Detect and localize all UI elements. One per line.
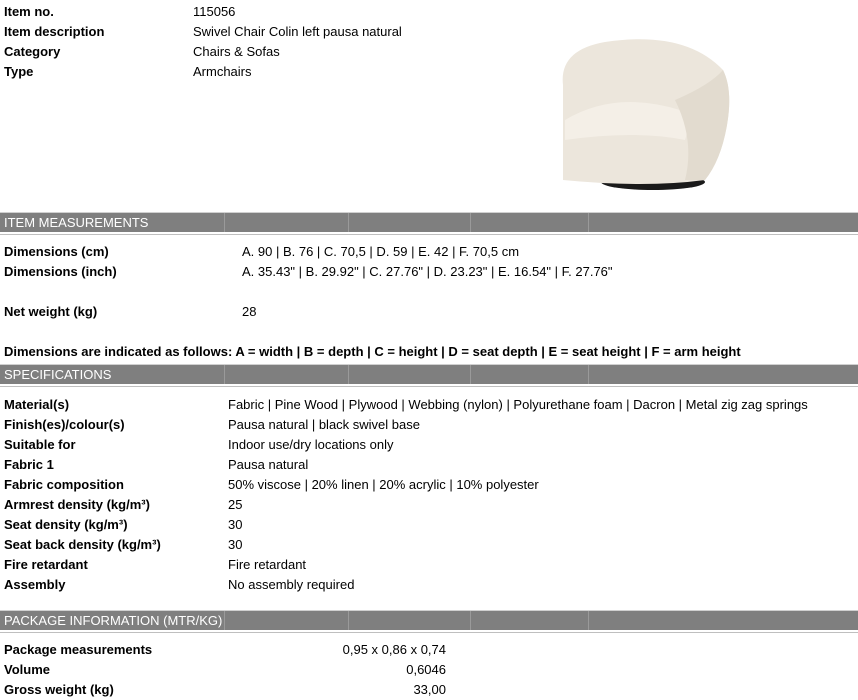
package-information-title: PACKAGE INFORMATION (MTR/KG) — [4, 613, 223, 628]
seat-density-value: 30 — [228, 517, 243, 532]
item-measurements-header — [0, 212, 858, 232]
category-label: Category — [4, 44, 61, 59]
item-description-value: Swivel Chair Colin left pausa natural — [193, 24, 402, 39]
gross-weight-label: Gross weight (kg) — [4, 682, 114, 697]
seat-back-density-label: Seat back density (kg/m³) — [4, 537, 161, 552]
seat-density-label: Seat density (kg/m³) — [4, 517, 128, 532]
finish-label: Finish(es)/colour(s) — [4, 417, 125, 432]
dimensions-cm-value: A. 90 | B. 76 | C. 70,5 | D. 59 | E. 42 | F. 70,5 cm — [242, 244, 520, 259]
fire-retardant-value: Fire retardant — [228, 557, 307, 572]
armrest-density-value: 25 — [228, 497, 243, 512]
dimensions-inch-value: A. 35.43" | B. 29.92" | C. 27.76" | D. 23.23" | E. 16.54" | F. 27.76" — [242, 264, 613, 279]
item-no-value: 115056 — [193, 4, 236, 19]
fabric-composition-value: 50% viscose | 20% linen | 20% acrylic | 10% polyester — [228, 477, 539, 492]
net-weight-value: 28 — [242, 304, 257, 319]
volume-value: 0,6046 — [406, 662, 446, 677]
assembly-label: Assembly — [4, 577, 66, 592]
package-information-header — [0, 610, 858, 630]
assembly-value: No assembly required — [228, 577, 355, 592]
item-measurements-title: ITEM MEASUREMENTS — [4, 215, 149, 230]
seat-back-density-value: 30 — [228, 537, 243, 552]
armrest-density-label: Armrest density (kg/m³) — [4, 497, 150, 512]
package-measurements-label: Package measurements — [4, 642, 153, 657]
category-value: Chairs & Sofas — [193, 44, 280, 59]
type-label: Type — [4, 64, 34, 79]
volume-label: Volume — [4, 662, 50, 677]
type-value: Armchairs — [193, 64, 252, 79]
suitable-for-label: Suitable for — [4, 437, 76, 452]
item-no-label: Item no. — [4, 4, 54, 19]
finish-value: Pausa natural | black swivel base — [228, 417, 420, 432]
gross-weight-value: 33,00 — [413, 682, 446, 697]
fabric-1-value: Pausa natural — [228, 457, 309, 472]
specifications-header — [0, 364, 858, 384]
net-weight-label: Net weight (kg) — [4, 304, 98, 319]
product-image — [535, 30, 735, 198]
materials-label: Material(s) — [4, 397, 70, 412]
specifications-title: SPECIFICATIONS — [4, 367, 112, 382]
item-description-label: Item description — [4, 24, 105, 39]
dimensions-inch-label: Dimensions (inch) — [4, 264, 117, 279]
suitable-for-value: Indoor use/dry locations only — [228, 437, 394, 452]
package-measurements-value: 0,95 x 0,86 x 0,74 — [342, 642, 446, 657]
dimensions-cm-label: Dimensions (cm) — [4, 244, 109, 259]
dimensions-note: Dimensions are indicated as follows: A = width | B = depth | C = height | D = seat depth | E = seat height | F = arm height — [4, 344, 741, 359]
fabric-1-label: Fabric 1 — [4, 457, 54, 472]
materials-value: Fabric | Pine Wood | Plywood | Webbing (nylon) | Polyurethane foam | Dacron | Metal zig zag springs — [228, 397, 808, 412]
fire-retardant-label: Fire retardant — [4, 557, 88, 572]
fabric-composition-label: Fabric composition — [4, 477, 124, 492]
